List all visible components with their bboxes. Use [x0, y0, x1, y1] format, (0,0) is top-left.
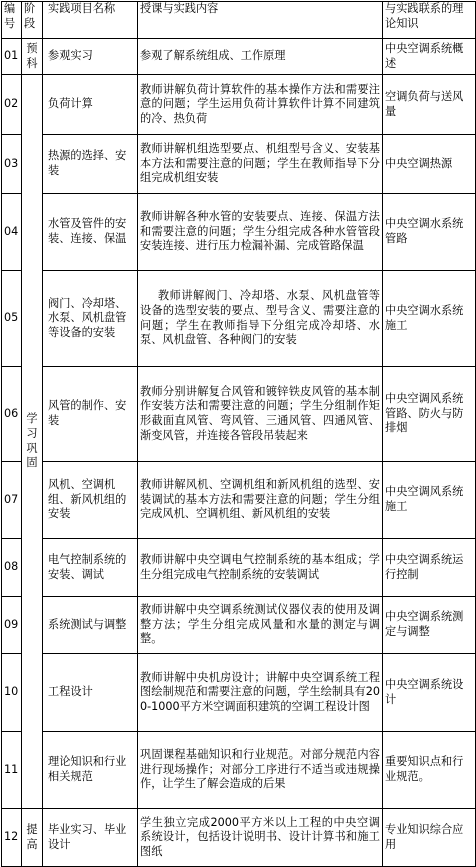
theory-text: 中央空调系统概述	[383, 39, 476, 75]
content-text: 教师讲解中央机房设计；讲解中央空调系统工程图绘制规范和需要注意的问题，学生绘制具有200-1000平方米空调面积建筑的空调工程设计图	[138, 654, 383, 732]
table-row	[2, 809, 476, 867]
row-number: 06	[2, 367, 22, 462]
row-number: 05	[2, 271, 22, 367]
row-number: 01	[2, 39, 22, 75]
project-name: 系统测试与调整	[43, 597, 138, 654]
content-text: 学生独立完成2000平方米以上工程的中央空调系统设计，包括设计说明书、设计计算书和施工图纸	[138, 809, 383, 867]
theory-text: 中央空调风系统施工	[383, 462, 476, 539]
project-name: 风管的制作、安装	[43, 367, 138, 462]
table-row	[2, 367, 476, 462]
row-number: 03	[2, 135, 22, 194]
table-row	[2, 732, 476, 809]
content-text: 巩固课程基础知识和行业规范。对部分规范内容进行现场操作；对部分工序进行不适当或违规操作，让学生了解会造成的后果	[138, 732, 383, 809]
table-row	[2, 194, 476, 271]
project-name: 理论知识和行业相关规范	[43, 732, 138, 809]
theory-text: 中央空调系统测定与调整	[383, 597, 476, 654]
header-content: 授课与实践内容	[138, 2, 383, 39]
project-name: 负荷计算	[43, 75, 138, 135]
content-text: 教师讲解中央空调电气控制系统的基本组成；学生分组完成电气控制系统的安装调试	[138, 539, 383, 597]
table-row	[2, 654, 476, 732]
course-practice-table	[1, 1, 476, 867]
theory-text: 中央空调系统运行控制	[383, 539, 476, 597]
theory-text: 专业知识综合应用	[383, 809, 476, 867]
header-project: 实践项目名称	[43, 2, 138, 39]
project-name: 工程设计	[43, 654, 138, 732]
theory-text: 中央空调系统设计	[383, 654, 476, 732]
row-number: 08	[2, 539, 22, 597]
theory-text: 中央空调水系统施工	[383, 271, 476, 367]
content-text: 教师讲解阀门、冷却塔、水泵、风机盘管等设备的选型安装的要点、型号含义、需要注意的问题；学生在教师指导下分组完成冷却塔、水泵、风机盘管、各种阀门的安装	[138, 271, 383, 367]
content-text: 教师讲解各种水管的安装要点、连接、保温方法和需要注意的问题；学生分组完成各种水管管段安装连接、进行压力检漏补漏、完成管路保温	[138, 194, 383, 271]
theory-text: 空调负荷与送风量	[383, 75, 476, 135]
content-text: 教师讲解机组选型要点、机组型号含义、安装基本方法和需要注意的问题；学生在教师指导下分组完成机组安装	[138, 135, 383, 194]
row-number: 07	[2, 462, 22, 539]
row-number: 12	[2, 809, 22, 867]
row-number: 02	[2, 75, 22, 135]
table-row	[2, 539, 476, 597]
content-text: 教师讲解负荷计算软件的基本操作方法和需要注意的问题；学生运用负荷计算软件计算不同建筑的冷、热负荷	[138, 75, 383, 135]
theory-text: 中央空调水系统管路	[383, 194, 476, 271]
table-row	[2, 271, 476, 367]
project-name: 毕业实习、毕业设计	[43, 809, 138, 867]
project-name: 热源的选择、安装	[43, 135, 138, 194]
theory-text: 中央空调热源	[383, 135, 476, 194]
project-name: 水管及管件的安装、连接、保温	[43, 194, 138, 271]
theory-text: 重要知识点和行业规范。	[383, 732, 476, 809]
content-text: 教师讲解风机、空调机组和新风机组的选型、安装调试的基本方法和需要注意的问题；学生分组完成风机、空调机组、新风机组的安装	[138, 462, 383, 539]
header-no: 编号	[2, 2, 22, 39]
content-text: 教师分别讲解复合风管和镀锌铁皮风管的基本制作安装方法和需要注意的问题；学生分组制作矩形截面直风管、弯风管、三通风管、四通风管、渐变风管，并连接各管段吊装起来	[138, 367, 383, 462]
project-name: 阀门、冷却塔、水泵、风机盘管等设备的安装	[43, 271, 138, 367]
project-name: 风机、空调机组、新风机组的安装	[43, 462, 138, 539]
header-theory: 与实践联系的理论知识	[383, 2, 476, 39]
project-name: 电气控制系统的安装、调试	[43, 539, 138, 597]
theory-text: 中央空调风系统管路、防火与防排烟	[383, 367, 476, 462]
content-text: 教师讲解中央空调系统测试仪器仪表的使用及调整方法；学生分组完成风量和水量的测定与调整。	[138, 597, 383, 654]
stage-improve: 提高	[22, 809, 43, 867]
table-row	[2, 75, 476, 135]
table-row	[2, 39, 476, 75]
table-row	[2, 135, 476, 194]
project-name: 参观实习	[43, 39, 138, 75]
row-number: 10	[2, 654, 22, 732]
content-text: 参观了解系统组成、工作原理	[138, 39, 383, 75]
stage-preview: 预科	[22, 39, 43, 75]
row-number: 11	[2, 732, 22, 809]
table-header-row	[2, 2, 476, 39]
row-number: 09	[2, 597, 22, 654]
table-row	[2, 462, 476, 539]
table-row	[2, 597, 476, 654]
header-stage: 阶段	[22, 2, 43, 39]
row-number: 04	[2, 194, 22, 271]
stage-learn: 学习巩固	[22, 75, 43, 809]
